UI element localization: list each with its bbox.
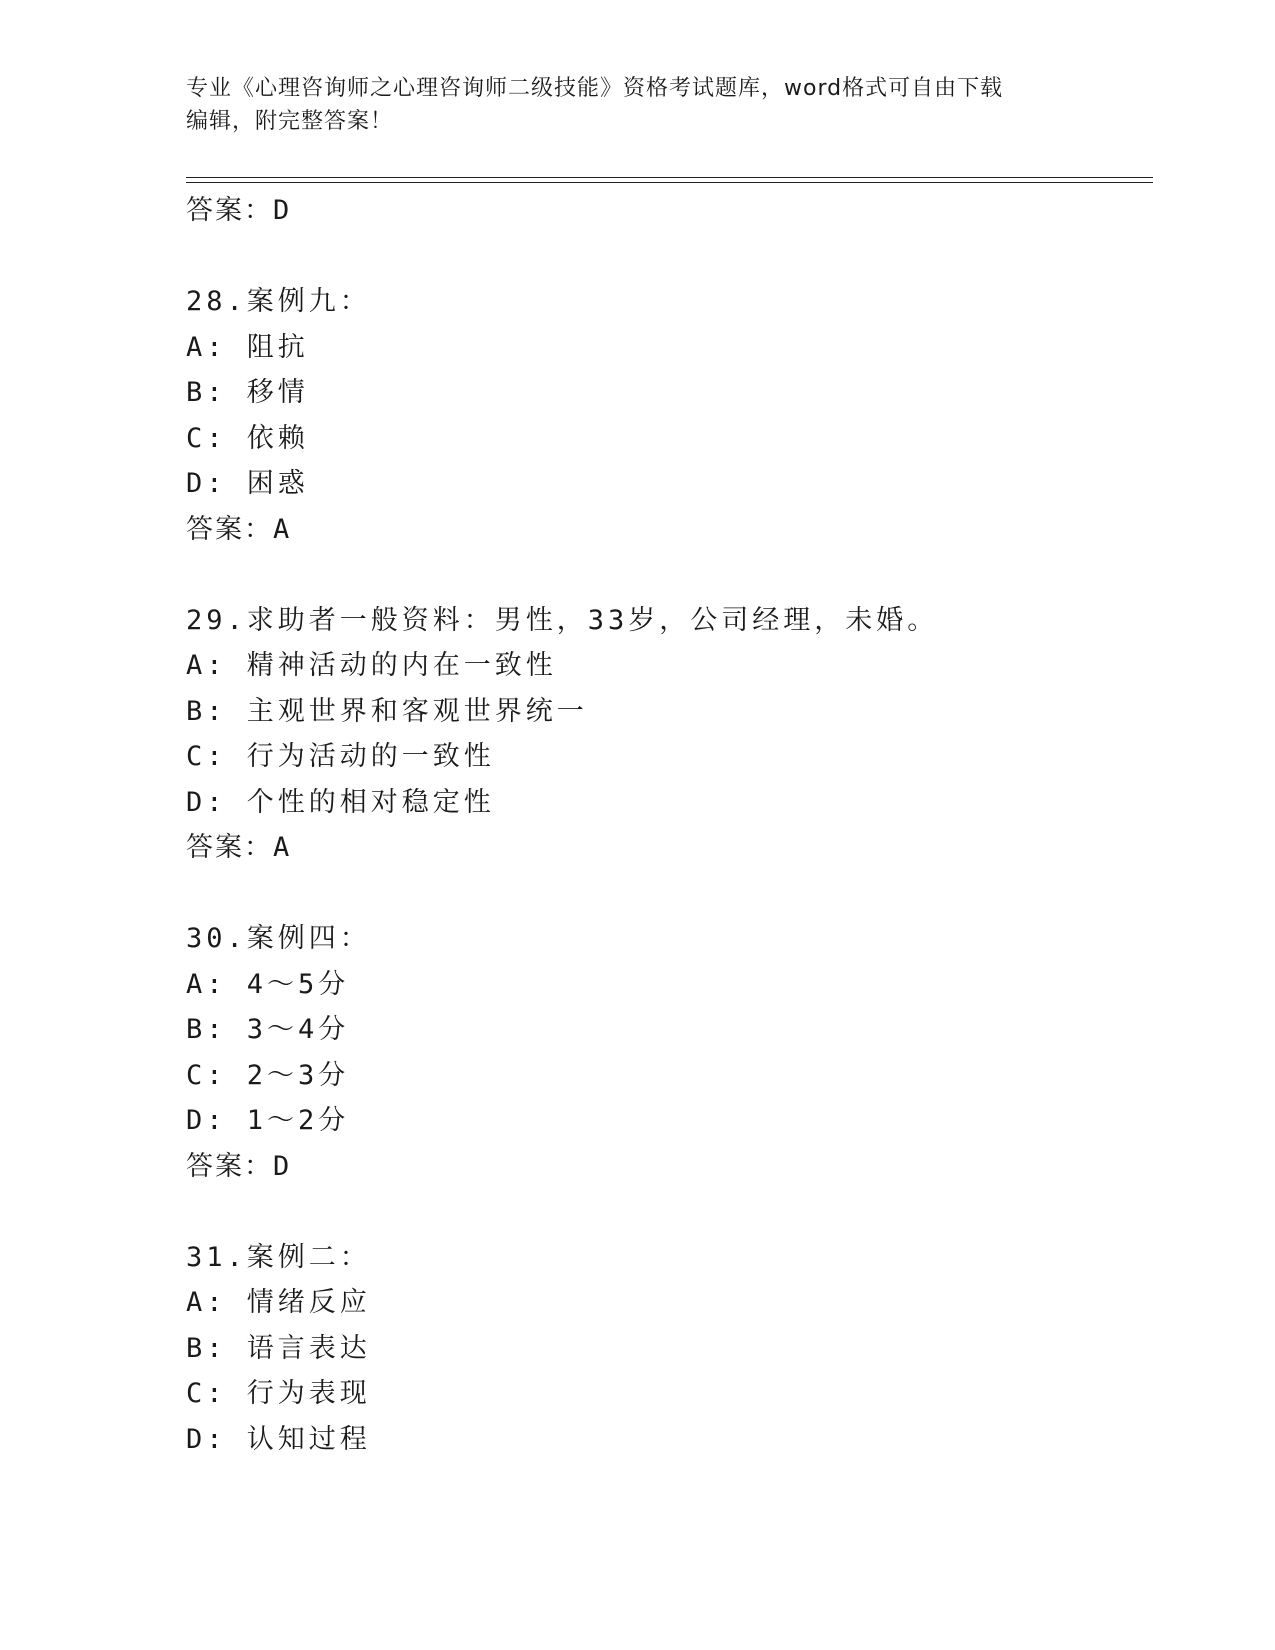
option-a: A: 情绪反应 xyxy=(186,1287,371,1318)
question-31 xyxy=(186,1235,1146,1463)
document-header xyxy=(186,72,1066,138)
question-answer xyxy=(186,1144,1146,1190)
question-answer xyxy=(186,507,1146,553)
spacer xyxy=(186,234,1146,280)
option-d: D: 困惑 xyxy=(186,468,309,499)
header-divider-top xyxy=(186,177,1153,178)
answer-label: 答案： xyxy=(186,195,273,226)
answer-label: 答案： xyxy=(186,832,273,863)
question-stem: 28.案例九： xyxy=(186,286,371,317)
answer-value: A xyxy=(273,513,292,545)
option-b: B: 主观世界和客观世界统一 xyxy=(186,695,588,727)
option-d: D: 认知过程 xyxy=(186,1423,371,1455)
option-d: D: 个性的相对稳定性 xyxy=(186,786,495,818)
question-stem: 31.案例二： xyxy=(186,1241,371,1273)
answer-value: A xyxy=(273,832,292,863)
option-c: C: 依赖 xyxy=(186,422,309,454)
option-b: B: 语言表达 xyxy=(186,1332,371,1364)
previous-answer xyxy=(186,188,1146,234)
question-28 xyxy=(186,279,1146,552)
question-stem: 29.求助者一般资料：男性，33岁，公司经理，未婚。 xyxy=(186,604,939,636)
spacer xyxy=(186,552,1146,598)
option-a: A: 精神活动的内在一致性 xyxy=(186,650,557,681)
question-30 xyxy=(186,916,1146,1189)
option-c: C: 行为活动的一致性 xyxy=(186,741,495,772)
question-29 xyxy=(186,598,1146,871)
option-b: B: 移情 xyxy=(186,377,309,408)
question-list xyxy=(186,188,1146,1462)
question-stem: 30.案例四： xyxy=(186,923,371,954)
option-b: B: 3～4分 xyxy=(186,1014,350,1045)
header-line-2: 编辑，附完整答案！ xyxy=(186,109,394,134)
option-c: C: 2～3分 xyxy=(186,1059,350,1091)
option-a: A: 阻抗 xyxy=(186,331,309,363)
header-divider-bottom xyxy=(186,182,1153,183)
spacer xyxy=(186,1189,1146,1235)
answer-value: D xyxy=(273,1150,292,1182)
answer-label: 答案： xyxy=(186,513,273,545)
header-line-1: 专业《心理咨询师之心理咨询师二级技能》资格考试题库，word格式可自由下载 xyxy=(186,76,1004,101)
option-a: A: 4～5分 xyxy=(186,968,350,1000)
answer-value: D xyxy=(273,195,292,226)
answer-label: 答案： xyxy=(186,1150,273,1182)
option-d: D: 1～2分 xyxy=(186,1105,350,1136)
question-answer xyxy=(186,825,1146,871)
spacer xyxy=(186,871,1146,917)
option-c: C: 行为表现 xyxy=(186,1378,371,1409)
